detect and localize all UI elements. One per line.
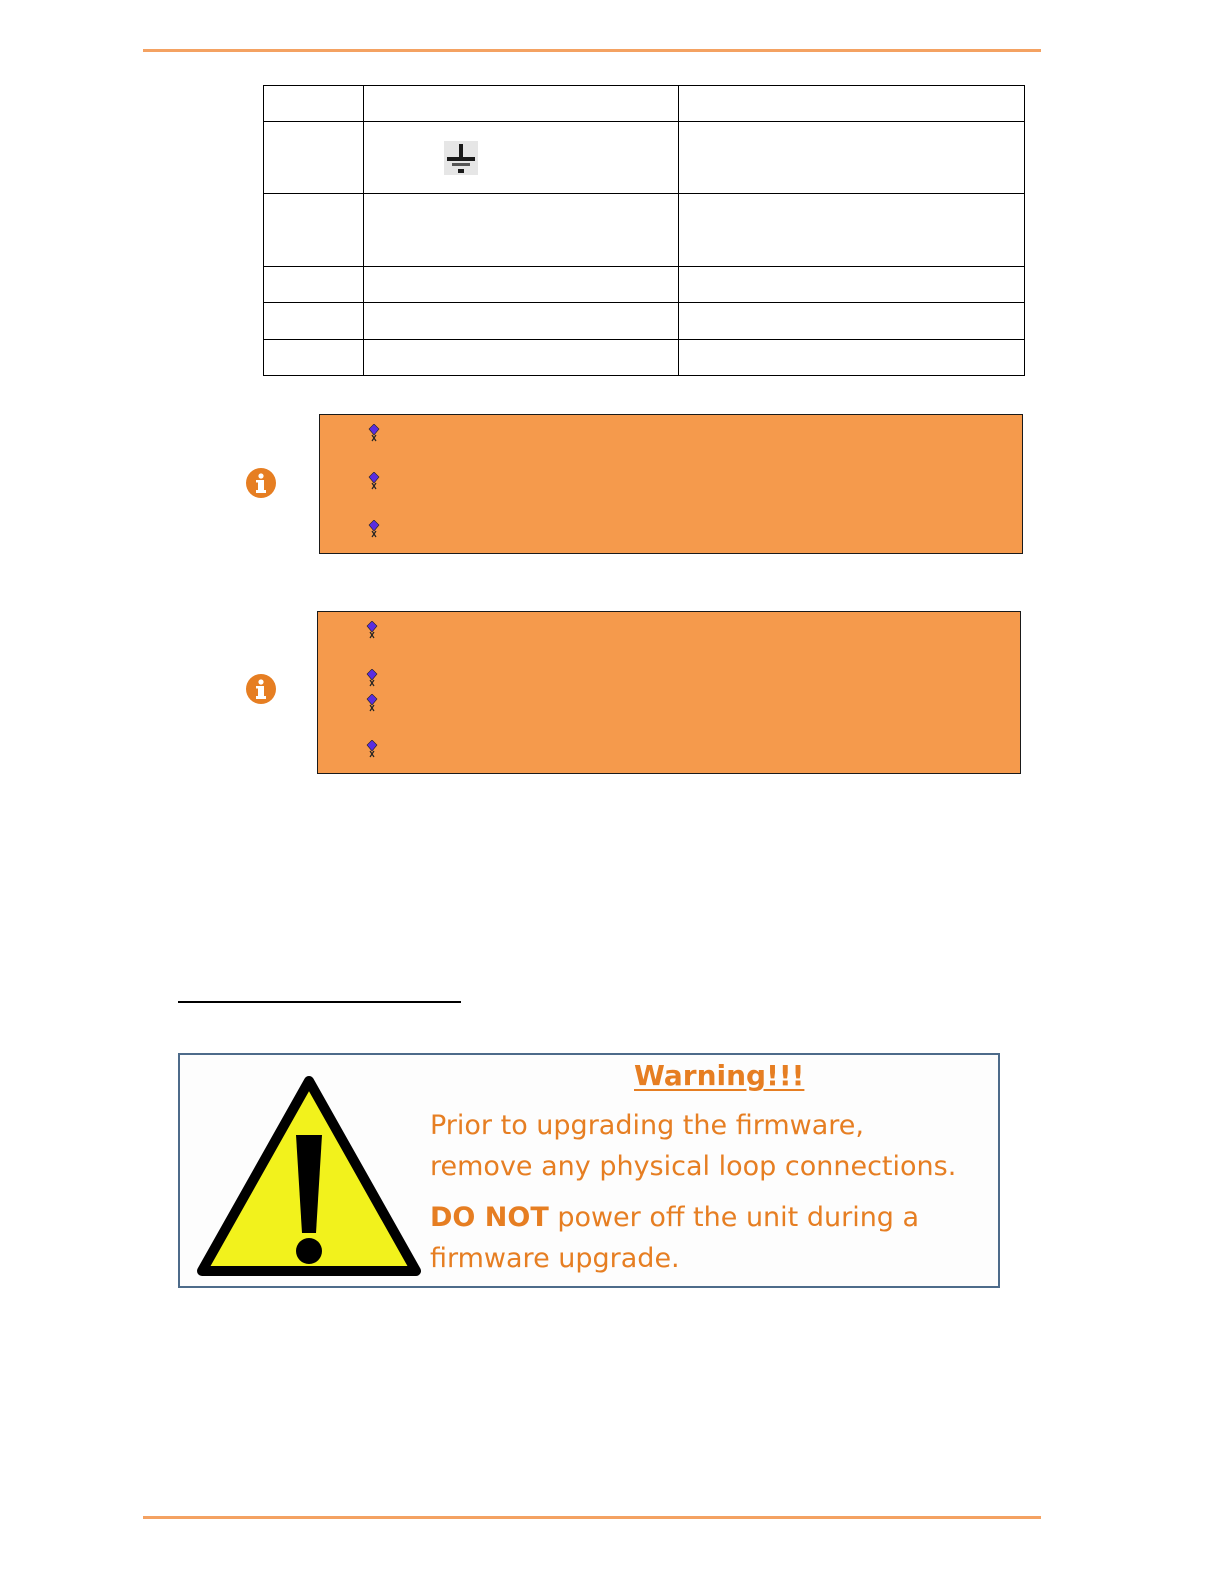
table-row — [264, 340, 1025, 376]
section-heading-underline — [178, 1001, 461, 1003]
table-cell — [363, 340, 678, 376]
table-cell — [363, 122, 678, 194]
table-row — [264, 267, 1025, 303]
bullet-icon — [366, 740, 378, 758]
table-cell — [363, 267, 678, 303]
note-box — [319, 414, 1023, 554]
warning-line: Prior to upgrading the firmware, — [430, 1110, 864, 1141]
warning-line-rest: power off the unit during a — [548, 1202, 920, 1233]
table-cell — [678, 194, 1024, 267]
warning-triangle-icon — [194, 1073, 424, 1283]
bullet-icon — [368, 520, 380, 538]
ground-symbol-icon — [444, 141, 478, 175]
info-icon — [244, 466, 278, 500]
warning-line: firmware upgrade. — [430, 1243, 680, 1274]
table-cell — [264, 194, 364, 267]
bullet-icon — [368, 472, 380, 490]
header-rule — [143, 49, 1041, 52]
table-cell — [363, 303, 678, 340]
warning-title: Warning!!! — [634, 1059, 805, 1092]
table-cell — [264, 340, 364, 376]
table-row — [264, 122, 1025, 194]
spec-table — [263, 85, 1025, 376]
warning-line: remove any physical loop connections. — [430, 1151, 957, 1182]
warning-panel — [178, 1053, 1000, 1288]
bullet-icon — [366, 694, 378, 712]
warning-line — [430, 1197, 919, 1238]
table-cell — [363, 194, 678, 267]
footer-rule — [143, 1516, 1041, 1519]
warning-emphasis: DO NOT — [430, 1202, 549, 1233]
table-cell — [678, 267, 1024, 303]
table-row — [264, 303, 1025, 340]
table-cell — [264, 267, 364, 303]
table-cell — [264, 86, 364, 122]
table-cell — [264, 122, 364, 194]
bullet-icon — [366, 621, 378, 639]
table-cell — [678, 340, 1024, 376]
table-cell — [678, 303, 1024, 340]
note-box — [317, 611, 1021, 774]
table-row — [264, 86, 1025, 122]
table-cell — [363, 86, 678, 122]
bullet-icon — [368, 424, 380, 442]
table-cell — [264, 303, 364, 340]
table-cell — [678, 122, 1024, 194]
info-icon — [244, 672, 278, 706]
table-cell — [678, 86, 1024, 122]
bullet-icon — [366, 669, 378, 687]
table-row — [264, 194, 1025, 267]
